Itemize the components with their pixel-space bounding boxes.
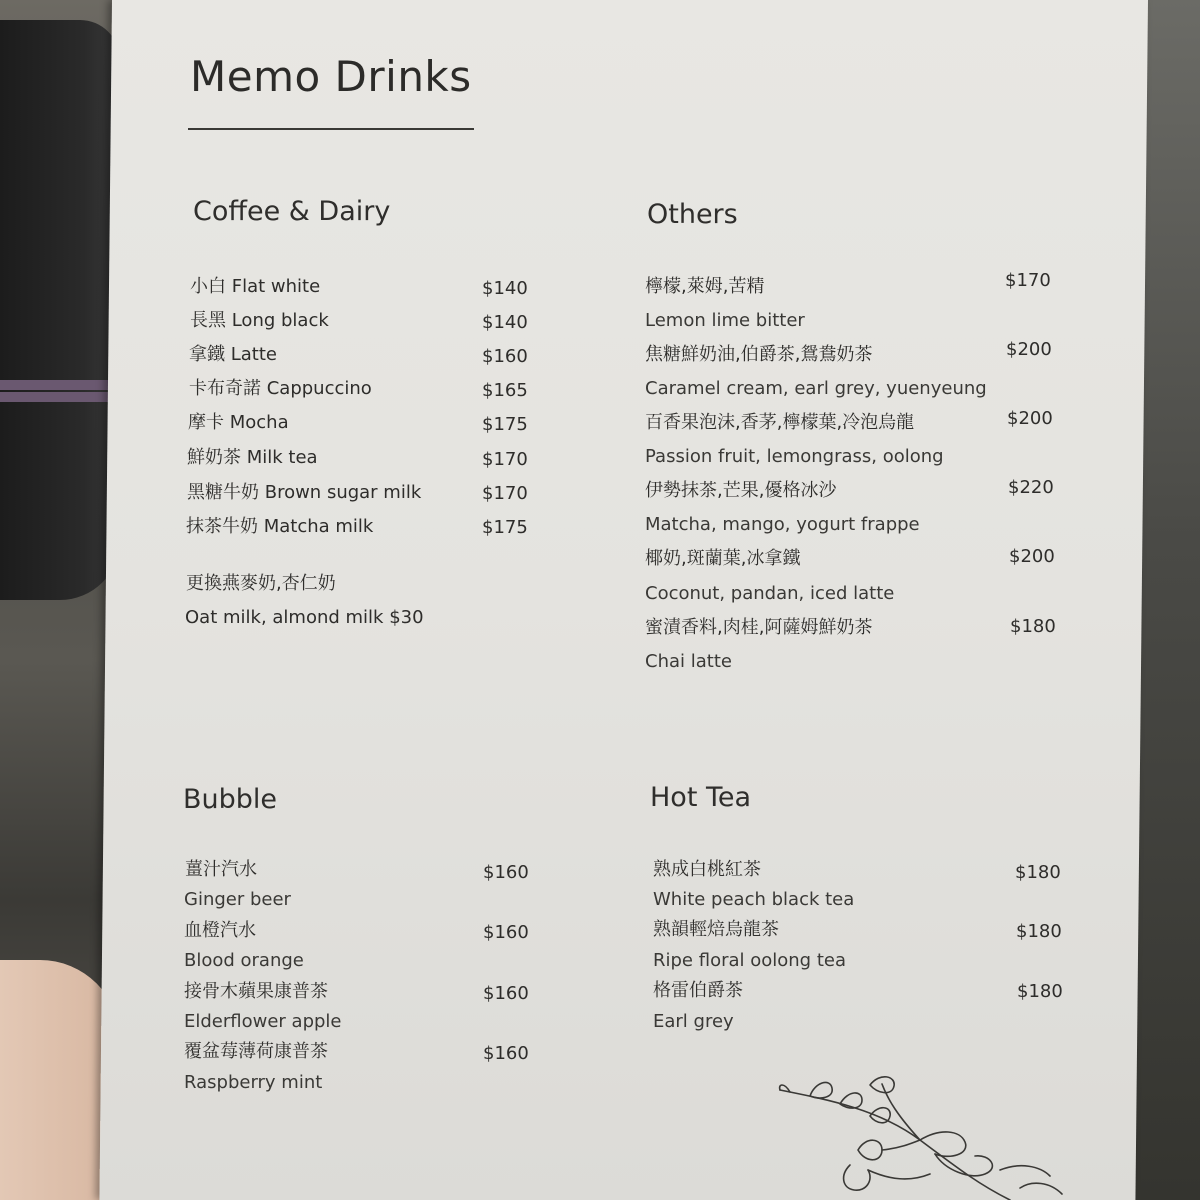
menu-item-price: $170 [482, 483, 528, 504]
menu-item: 鮮奶茶 Milk tea [187, 447, 318, 468]
background-stripe [0, 380, 120, 390]
menu-item: 黑糖牛奶 Brown sugar milk [187, 482, 422, 503]
milk-option-en: Oat milk, almond milk $30 [185, 607, 424, 628]
section-title-hottea: Hot Tea [650, 782, 752, 813]
menu-item-zh: 蜜漬香料,肉桂,阿薩姆鮮奶茶 [645, 617, 873, 638]
floral-sprig-icon [770, 1070, 1070, 1200]
menu-item-price: $180 [1015, 862, 1061, 883]
title-underline [188, 128, 474, 130]
menu-item-price: $175 [482, 414, 528, 435]
menu-item: 摩卡 Mocha [188, 412, 289, 433]
section-title-coffee: Coffee & Dairy [193, 196, 391, 227]
menu-item-price: $160 [483, 1043, 529, 1064]
menu-item-price: $160 [483, 922, 529, 943]
menu-item-en: Elderflower apple [184, 1011, 342, 1032]
menu-item-price: $170 [482, 449, 528, 470]
section-title-others: Others [647, 199, 738, 230]
menu-item-en: Raspberry mint [184, 1072, 323, 1093]
menu-item-en: Ripe floral oolong tea [653, 950, 846, 971]
menu-item: 卡布奇諾 Cappuccino [189, 378, 372, 399]
menu-item-price: $200 [1007, 408, 1053, 429]
menu-item-price: $175 [482, 517, 528, 538]
menu-item-en: White peach black tea [653, 889, 855, 910]
menu-item-price: $180 [1017, 981, 1063, 1002]
milk-option-zh: 更換燕麥奶,杏仁奶 [186, 573, 336, 594]
menu-item-price: $200 [1009, 546, 1055, 567]
menu-title: Memo Drinks [190, 52, 472, 101]
menu-item: 拿鐵 Latte [189, 344, 277, 365]
menu-item-en: Ginger beer [184, 889, 291, 910]
menu-item-zh: 覆盆莓薄荷康普茶 [184, 1041, 328, 1062]
menu-item-zh: 百香果泡沫,香茅,檸檬葉,冷泡烏龍 [645, 412, 915, 433]
menu-item-price: $165 [482, 380, 528, 401]
menu-item-price: $160 [483, 983, 529, 1004]
background-person [0, 20, 120, 600]
menu-item-price: $140 [482, 312, 528, 333]
menu-item: 抹茶牛奶 Matcha milk [186, 516, 374, 537]
menu-item-zh: 伊勢抹茶,芒果,優格冰沙 [645, 480, 837, 501]
menu-item-en: Caramel cream, earl grey, yuenyeung [645, 378, 987, 399]
menu-item-en: Coconut, pandan, iced latte [645, 583, 895, 604]
menu-item-en: Passion fruit, lemongrass, oolong [645, 446, 944, 467]
menu-item-zh: 檸檬,萊姆,苦精 [645, 276, 765, 297]
menu-item-zh: 接骨木蘋果康普茶 [184, 981, 328, 1002]
menu-item-price: $140 [482, 278, 528, 299]
menu-item-zh: 格雷伯爵茶 [653, 980, 743, 1001]
menu-item-price: $220 [1008, 477, 1054, 498]
menu-item-en: Earl grey [653, 1011, 734, 1032]
menu-item-price: $170 [1005, 270, 1051, 291]
menu-item-zh: 血橙汽水 [184, 920, 256, 941]
menu-item-zh: 薑汁汽水 [185, 859, 257, 880]
menu-item: 小白 Flat white [190, 276, 321, 297]
menu-item-price: $180 [1010, 616, 1056, 637]
menu-item-price: $200 [1006, 339, 1052, 360]
menu-item-en: Chai latte [645, 651, 732, 672]
menu-item-en: Matcha, mango, yogurt frappe [645, 514, 920, 535]
section-title-bubble: Bubble [183, 784, 278, 815]
menu-item-zh: 熟韻輕焙烏龍茶 [653, 919, 779, 940]
menu-item-price: $180 [1016, 921, 1062, 942]
menu-item-zh: 熟成白桃紅茶 [653, 859, 761, 880]
menu-item: 長黑 Long black [190, 310, 329, 331]
menu-item-en: Lemon lime bitter [645, 310, 805, 331]
menu-item-price: $160 [483, 862, 529, 883]
menu-item-price: $160 [482, 346, 528, 367]
menu-item-zh: 椰奶,斑蘭葉,冰拿鐵 [645, 548, 801, 569]
menu-item-en: Blood orange [184, 950, 304, 971]
menu-item-zh: 焦糖鮮奶油,伯爵茶,鴛鴦奶茶 [645, 344, 873, 365]
background-stripe [0, 392, 120, 402]
